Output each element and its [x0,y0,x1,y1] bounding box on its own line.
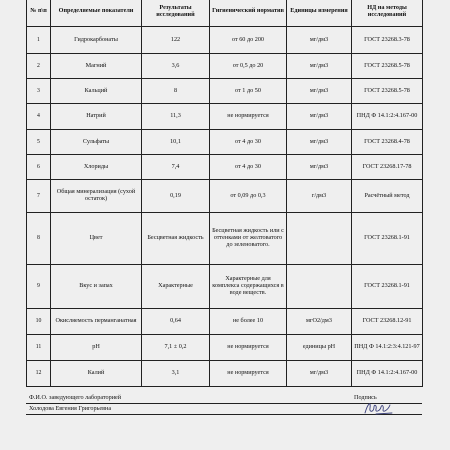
cell-indicator: Магний [51,54,142,79]
table-row [27,130,423,155]
handwritten-signature [362,398,396,418]
cell-num: 8 [27,213,51,265]
cell-result: 3,1 [142,361,210,387]
table-row [27,155,423,180]
cell-indicator: Натрий [51,104,142,130]
cell-unit [287,265,352,309]
table-row [27,104,423,130]
cell-num: 6 [27,155,51,180]
signature-label: Подпись [354,394,377,401]
cell-num: 4 [27,104,51,130]
table-row [27,265,423,309]
header-norm: Гигиенический норматив [210,0,287,27]
cell-unit: мг/дм3 [287,27,352,54]
cell-unit [287,213,352,265]
cell-norm: от 4 до 30 [210,155,287,180]
cell-result: 7,4 [142,155,210,180]
cell-norm: не более 10 [210,309,287,335]
cell-norm: от 0,5 до 20 [210,54,287,79]
cell-norm: не нормируется [210,104,287,130]
cell-method: ПНД Ф 14.1:2:4.167-00 [352,361,423,387]
table-row [27,213,423,265]
cell-norm: от 4 до 30 [210,130,287,155]
head-name: Холодова Евгения Григорьевна [29,405,112,412]
cell-num: 7 [27,180,51,213]
cell-norm: не нормируется [210,335,287,361]
cell-result: 11,3 [142,104,210,130]
cell-method: ГОСТ 23268.5-78 [352,79,423,104]
cell-result: 7,1 ± 0,2 [142,335,210,361]
cell-method: ПНД Ф 14.1:2:4.167-00 [352,104,423,130]
cell-result: 122 [142,27,210,54]
cell-norm: Бесцветная жидкость или с оттенками от желтоватого до зеленоватого. [210,213,287,265]
cell-method: ПНД Ф 14.1:2:3:4.121-97 [352,335,423,361]
cell-unit: мг/дм3 [287,79,352,104]
cell-norm: от 60 до 200 [210,27,287,54]
cell-method: Расчётный метод [352,180,423,213]
cell-indicator: Общая минерализация (сухой остаток) [51,180,142,213]
cell-indicator: Вкус и запах [51,265,142,309]
cell-num: 11 [27,335,51,361]
cell-indicator: Окисляемость перманганатная [51,309,142,335]
cell-norm: не нормируется [210,361,287,387]
cell-method: ГОСТ 23268.1-91 [352,213,423,265]
cell-unit: мг/дм3 [287,130,352,155]
cell-indicator: Хлориды [51,155,142,180]
cell-num: 9 [27,265,51,309]
cell-norm: от 1 до 50 [210,79,287,104]
table-row [27,79,423,104]
cell-norm: от 0,09 до 0,3 [210,180,287,213]
cell-method: ГОСТ 23268.4-78 [352,130,423,155]
cell-num: 2 [27,54,51,79]
header-method: НД на методы исследований [352,0,423,27]
cell-unit: мг/дм3 [287,54,352,79]
header-num: № п\п [27,0,51,27]
cell-method: ГОСТ 23268.1-91 [352,265,423,309]
cell-method: ГОСТ 23268.12-91 [352,309,423,335]
cell-unit: мг/дм3 [287,361,352,387]
cell-indicator: Калий [51,361,142,387]
header-unit: Единицы измерения [287,0,352,27]
cell-result: 3,6 [142,54,210,79]
cell-result: 0,64 [142,309,210,335]
cell-unit: г/дм3 [287,180,352,213]
cell-num: 10 [27,309,51,335]
cell-num: 1 [27,27,51,54]
cell-result: 8 [142,79,210,104]
results-table [26,0,423,387]
cell-indicator: Сульфаты [51,130,142,155]
table-row [27,335,423,361]
cell-indicator: Гидрокарбонаты [51,27,142,54]
cell-indicator: Цвет [51,213,142,265]
cell-norm: Характерные для комплекса содержащихся в воде веществ. [210,265,287,309]
cell-unit: мгО2/дм3 [287,309,352,335]
header-indicator: Определяемые показатели [51,0,142,27]
cell-result: Бесцветная жидкость [142,213,210,265]
header-result: Результаты исследований [142,0,210,27]
table-row [27,361,423,387]
cell-method: ГОСТ 23268.3-78 [352,27,423,54]
cell-num: 5 [27,130,51,155]
cell-method: ГОСТ 23268.17-78 [352,155,423,180]
cell-num: 12 [27,361,51,387]
cell-result: 0,19 [142,180,210,213]
table-row [27,54,423,79]
cell-unit: мг/дм3 [287,104,352,130]
cell-method: ГОСТ 23268.5-78 [352,54,423,79]
head-label: Ф.И.О. заведующего лабораторией [29,394,122,401]
table-row [27,309,423,335]
cell-num: 3 [27,79,51,104]
cell-unit: мг/дм3 [287,155,352,180]
cell-indicator: Кальций [51,79,142,104]
cell-indicator: pH [51,335,142,361]
table-row [27,180,423,213]
cell-unit: единицы pH [287,335,352,361]
cell-result: 10,1 [142,130,210,155]
table-row [27,27,423,54]
cell-result: Характерные [142,265,210,309]
table-header-row [27,0,423,27]
